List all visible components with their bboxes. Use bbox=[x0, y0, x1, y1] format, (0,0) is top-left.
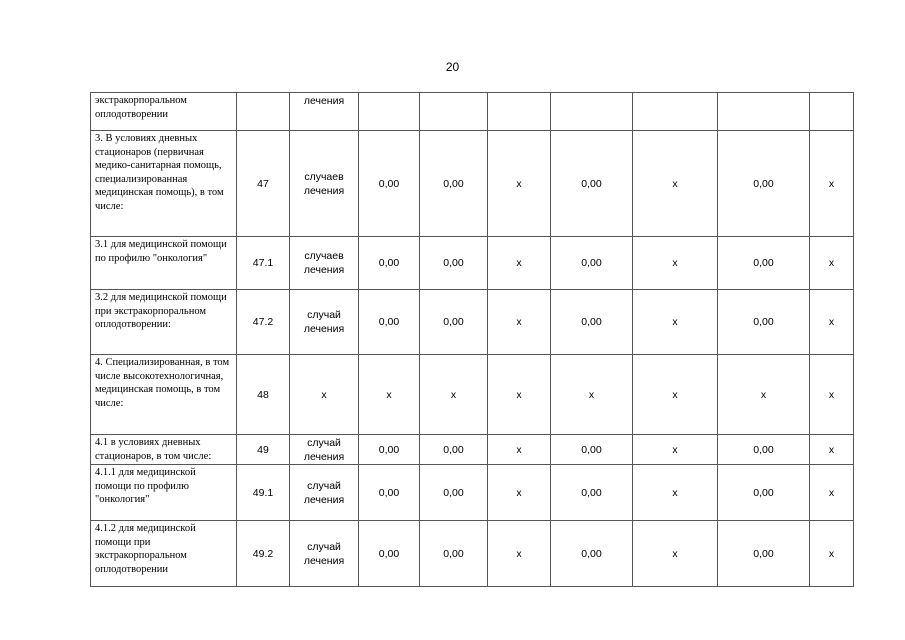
value-cell: 0,00 bbox=[551, 290, 633, 355]
row-number-cell: 47 bbox=[237, 131, 290, 237]
table-row bbox=[91, 355, 854, 435]
value-cell: 0,00 bbox=[551, 237, 633, 290]
table-row bbox=[91, 290, 854, 355]
table-row bbox=[91, 465, 854, 521]
unit-cell: случай лечения bbox=[290, 521, 359, 587]
table-row bbox=[91, 521, 854, 587]
value-cell: x bbox=[551, 355, 633, 435]
value-cell: x bbox=[633, 521, 718, 587]
value-cell: x bbox=[488, 435, 551, 465]
page-number: 20 bbox=[445, 60, 460, 74]
value-cell: 0,00 bbox=[718, 237, 810, 290]
row-number-cell: 48 bbox=[237, 355, 290, 435]
value-cell: 0,00 bbox=[718, 290, 810, 355]
value-cell: x bbox=[488, 521, 551, 587]
value-cell bbox=[633, 93, 718, 131]
row-number-cell: 49.1 bbox=[237, 465, 290, 521]
value-cell: x bbox=[488, 465, 551, 521]
value-cell: x bbox=[488, 355, 551, 435]
value-cell: 0,00 bbox=[420, 435, 488, 465]
table-row bbox=[91, 93, 854, 131]
value-cell: x bbox=[810, 521, 854, 587]
value-cell bbox=[718, 93, 810, 131]
value-cell: x bbox=[359, 355, 420, 435]
value-cell: 0,00 bbox=[718, 465, 810, 521]
unit-cell: случаев лечения bbox=[290, 131, 359, 237]
value-cell: x bbox=[810, 131, 854, 237]
row-name-cell: 4. Специализированная, в том числе высокотехнологичная, медицинская помощь, в том числе: bbox=[91, 355, 237, 435]
unit-cell: лечения bbox=[290, 93, 359, 131]
value-cell: x bbox=[633, 465, 718, 521]
data-table bbox=[90, 92, 854, 587]
value-cell: x bbox=[633, 131, 718, 237]
value-cell: 0,00 bbox=[359, 131, 420, 237]
value-cell: x bbox=[633, 290, 718, 355]
value-cell: x bbox=[633, 435, 718, 465]
value-cell: x bbox=[718, 355, 810, 435]
value-cell: x bbox=[633, 237, 718, 290]
value-cell: 0,00 bbox=[359, 435, 420, 465]
value-cell: 0,00 bbox=[420, 290, 488, 355]
table-row bbox=[91, 237, 854, 290]
value-cell: 0,00 bbox=[551, 521, 633, 587]
value-cell: 0,00 bbox=[359, 290, 420, 355]
value-cell: x bbox=[488, 131, 551, 237]
table-row bbox=[91, 131, 854, 237]
value-cell: x bbox=[633, 355, 718, 435]
value-cell: x bbox=[488, 237, 551, 290]
row-name-cell: 4.1.1 для медицинской помощи по профилю "онкология" bbox=[91, 465, 237, 521]
row-name-cell: 3. В условиях дневных стационаров (первичная медико-санитарная помощь, специализированная медицинская помощь), в том числе: bbox=[91, 131, 237, 237]
unit-cell: случаев лечения bbox=[290, 237, 359, 290]
value-cell: x bbox=[420, 355, 488, 435]
row-name-cell: 4.1 в условиях дневных стационаров, в том числе: bbox=[91, 435, 237, 465]
value-cell: 0,00 bbox=[359, 237, 420, 290]
row-number-cell: 49.2 bbox=[237, 521, 290, 587]
value-cell bbox=[488, 93, 551, 131]
value-cell: x bbox=[810, 435, 854, 465]
unit-cell: случай лечения bbox=[290, 290, 359, 355]
value-cell: 0,00 bbox=[551, 465, 633, 521]
row-number-cell: 49 bbox=[237, 435, 290, 465]
row-name-cell: 3.2 для медицинской помощи при экстракорпоральном оплодотворении: bbox=[91, 290, 237, 355]
value-cell bbox=[551, 93, 633, 131]
unit-cell: случай лечения bbox=[290, 435, 359, 465]
row-name-cell: 3.1 для медицинской помощи по профилю "онкология" bbox=[91, 237, 237, 290]
value-cell: x bbox=[810, 237, 854, 290]
unit-cell: случай лечения bbox=[290, 465, 359, 521]
value-cell bbox=[810, 93, 854, 131]
value-cell: 0,00 bbox=[359, 521, 420, 587]
value-cell: 0,00 bbox=[718, 131, 810, 237]
row-number-cell: 47.1 bbox=[237, 237, 290, 290]
table-row bbox=[91, 435, 854, 465]
value-cell: 0,00 bbox=[551, 131, 633, 237]
value-cell: x bbox=[488, 290, 551, 355]
value-cell bbox=[420, 93, 488, 131]
unit-cell: x bbox=[290, 355, 359, 435]
value-cell: 0,00 bbox=[359, 465, 420, 521]
value-cell: 0,00 bbox=[551, 435, 633, 465]
value-cell: 0,00 bbox=[718, 521, 810, 587]
value-cell: x bbox=[810, 290, 854, 355]
value-cell: x bbox=[810, 355, 854, 435]
row-number-cell bbox=[237, 93, 290, 131]
value-cell: 0,00 bbox=[420, 131, 488, 237]
value-cell: 0,00 bbox=[420, 237, 488, 290]
row-name-cell: экстракорпоральном оплодотворении bbox=[91, 93, 237, 131]
row-name-cell: 4.1.2 для медицинской помощи при экстракорпоральном оплодотворении bbox=[91, 521, 237, 587]
value-cell bbox=[359, 93, 420, 131]
value-cell: 0,00 bbox=[718, 435, 810, 465]
row-number-cell: 47.2 bbox=[237, 290, 290, 355]
value-cell: x bbox=[810, 465, 854, 521]
value-cell: 0,00 bbox=[420, 465, 488, 521]
value-cell: 0,00 bbox=[420, 521, 488, 587]
